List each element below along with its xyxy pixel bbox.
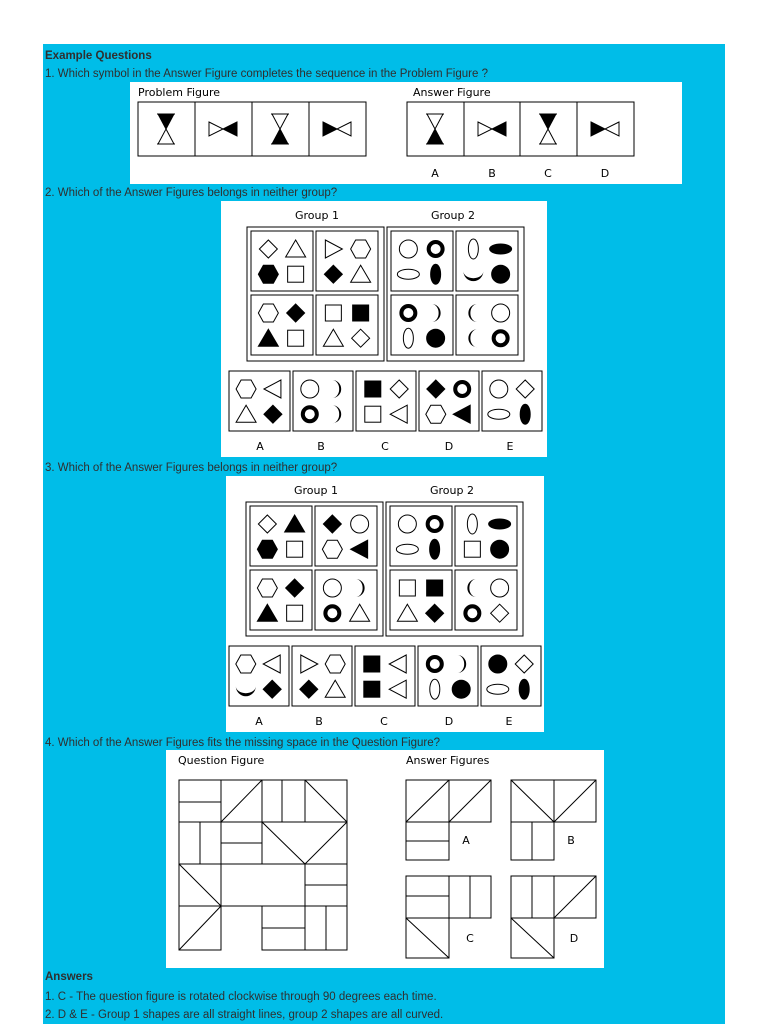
question-2-text: 2. Which of the Answer Figures belongs in neither group? xyxy=(45,187,338,199)
q3-option-a[interactable]: A xyxy=(255,715,263,728)
sq-shape xyxy=(288,330,304,346)
q4-option-c[interactable]: C xyxy=(466,932,474,945)
ring-shape xyxy=(465,606,479,620)
q4-answer-c-figure[interactable] xyxy=(406,876,491,958)
sqF-shape xyxy=(364,656,380,672)
sq-shape xyxy=(399,580,415,596)
ellV-shape xyxy=(467,514,477,534)
question-3-text: 3. Which of the Answer Figures belongs in neither group? xyxy=(45,462,338,474)
q4-option-d[interactable]: D xyxy=(569,932,579,945)
question-4-text: 4. Which of the Answer Figures fits the missing space in the Question Figure? xyxy=(45,737,441,749)
question-1-text: 1. Which symbol in the Answer Figure completes the sequence in the Problem Figure ? xyxy=(45,68,488,80)
circ-shape xyxy=(492,304,510,322)
q1-option-b[interactable]: B xyxy=(488,167,496,180)
sqF-shape xyxy=(427,580,443,596)
q3-figure xyxy=(226,476,544,732)
q4-option-a[interactable]: A xyxy=(462,834,470,847)
q2-figure xyxy=(221,201,547,457)
circF-shape xyxy=(491,540,509,558)
q2-option-d[interactable]: D xyxy=(444,440,454,453)
q1-option-c[interactable]: C xyxy=(544,167,552,180)
hex-shape xyxy=(426,405,446,423)
ellH-shape xyxy=(396,544,418,554)
q4-answer-a-figure[interactable] xyxy=(406,780,491,860)
ellH-shape xyxy=(397,269,419,279)
q3-group2-title: Group 2 xyxy=(430,484,474,497)
sq-shape xyxy=(287,541,303,557)
hex-shape xyxy=(351,240,371,258)
q2-option-b[interactable]: B xyxy=(317,440,325,453)
ring-shape xyxy=(428,657,442,671)
sqF-shape xyxy=(353,305,369,321)
circ-shape xyxy=(399,240,417,258)
ring-shape xyxy=(303,407,317,421)
circ-shape xyxy=(323,579,341,597)
hex-shape xyxy=(258,304,278,322)
ellH-shape xyxy=(487,684,509,694)
sq-shape xyxy=(464,541,480,557)
q2-group1-title: Group 1 xyxy=(295,209,339,222)
ellV-shape xyxy=(403,328,413,348)
hexF-shape xyxy=(257,540,277,558)
circF-shape xyxy=(492,265,510,283)
ellHF-shape xyxy=(490,244,512,254)
circ-shape xyxy=(491,579,509,597)
q4-answer-d-figure[interactable] xyxy=(511,876,596,958)
q3-option-b[interactable]: B xyxy=(315,715,323,728)
q1-figure xyxy=(130,82,682,184)
q4-answer-b-figure[interactable] xyxy=(511,780,596,860)
circF-shape xyxy=(489,655,507,673)
ring-shape xyxy=(455,382,469,396)
sq-shape xyxy=(365,406,381,422)
sq-shape xyxy=(288,266,304,282)
hex-shape xyxy=(236,380,256,398)
q1-option-a[interactable]: A xyxy=(431,167,439,180)
answer-2-text: 2. D & E - Group 1 shapes are all straight lines, group 2 shapes are all curved. xyxy=(45,1009,444,1021)
circ-shape xyxy=(398,515,416,533)
hex-shape xyxy=(236,655,256,673)
sq-shape xyxy=(325,305,341,321)
circ-shape xyxy=(351,515,369,533)
q1-option-d[interactable]: D xyxy=(600,167,610,180)
q2-option-a[interactable]: A xyxy=(256,440,264,453)
ellVF-shape xyxy=(430,539,440,559)
ring-shape xyxy=(325,606,339,620)
answer-1-text: 1. C - The question figure is rotated clockwise through 90 degrees each time. xyxy=(45,991,437,1003)
answers-heading: Answers xyxy=(45,971,93,983)
circ-shape xyxy=(490,380,508,398)
ring-shape xyxy=(428,517,442,531)
ring-shape xyxy=(494,331,508,345)
hex-shape xyxy=(257,579,277,597)
q2-group2-title: Group 2 xyxy=(431,209,475,222)
ellVF-shape xyxy=(520,404,530,424)
ring-shape xyxy=(429,242,443,256)
q3-option-c[interactable]: C xyxy=(380,715,388,728)
answer-figure-title: Answer Figure xyxy=(413,86,491,99)
q4-option-b[interactable]: B xyxy=(567,834,575,847)
ellHF-shape xyxy=(489,519,511,529)
q3-option-d[interactable]: D xyxy=(444,715,454,728)
hex-shape xyxy=(325,655,345,673)
circ-shape xyxy=(301,380,319,398)
sq-shape xyxy=(287,605,303,621)
sqF-shape xyxy=(364,681,380,697)
q3-option-e[interactable]: E xyxy=(505,715,513,728)
problem-figure-title: Problem Figure xyxy=(138,86,221,99)
ring-shape xyxy=(401,306,415,320)
page-heading: Example Questions xyxy=(45,50,152,62)
question-figure-grid xyxy=(179,780,347,950)
hex-shape xyxy=(322,540,342,558)
content-area xyxy=(43,44,725,1024)
q2-option-e[interactable]: E xyxy=(506,440,514,453)
answer-figures-title: Answer Figures xyxy=(406,754,490,767)
circF-shape xyxy=(452,680,470,698)
ellVF-shape xyxy=(519,679,529,699)
circF-shape xyxy=(427,329,445,347)
sqF-shape xyxy=(365,381,381,397)
question-figure-title: Question Figure xyxy=(178,754,265,767)
hexF-shape xyxy=(258,265,278,283)
q4-figure xyxy=(166,750,604,968)
ellV-shape xyxy=(430,679,440,699)
q3-group1-title: Group 1 xyxy=(294,484,338,497)
ellVF-shape xyxy=(431,264,441,284)
q2-option-c[interactable]: C xyxy=(381,440,389,453)
ellV-shape xyxy=(468,239,478,259)
ellH-shape xyxy=(488,409,510,419)
